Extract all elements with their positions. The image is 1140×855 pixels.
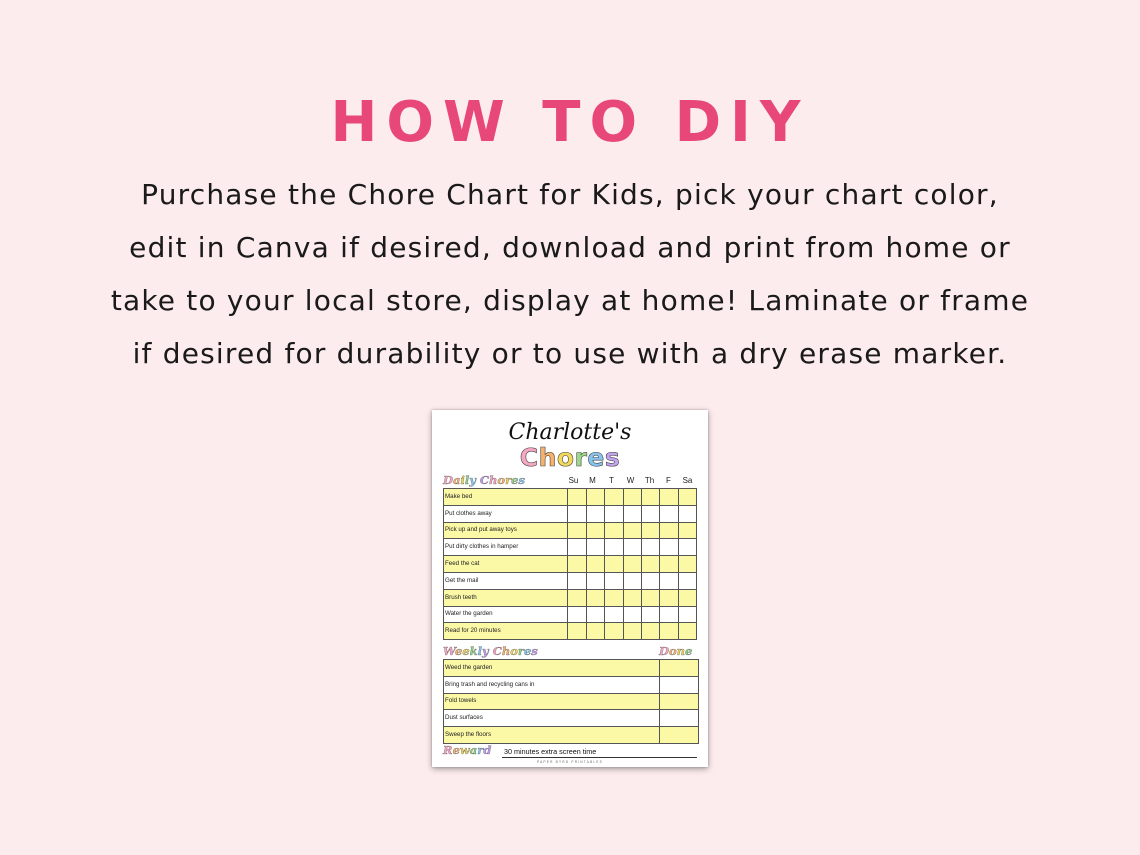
- weekly-chores-title: [443, 644, 538, 658]
- weekly-chore-row: [444, 660, 699, 677]
- reward-text: 30 minutes extra screen time: [504, 747, 597, 756]
- chore-chart-preview: [432, 410, 708, 767]
- title-letter: d: [483, 743, 492, 757]
- day-checkbox-cell: [623, 606, 641, 623]
- daily-chore-row: [444, 589, 697, 606]
- title-letter: e: [511, 473, 519, 487]
- title-letter: r: [574, 443, 588, 472]
- daily-chore-row: [444, 572, 697, 589]
- day-checkbox-cell: [641, 606, 659, 623]
- daily-chore-row: [444, 489, 697, 506]
- day-checkbox-cell: [605, 505, 623, 522]
- daily-chore-row: [444, 522, 697, 539]
- day-checkbox-cell: [678, 589, 696, 606]
- title-letter: r: [477, 743, 484, 757]
- day-checkbox-cell: [623, 589, 641, 606]
- day-checkbox-cell: [660, 589, 678, 606]
- title-letter: h: [538, 443, 557, 472]
- day-checkbox-cell: [586, 572, 604, 589]
- title-letter: D: [659, 644, 669, 658]
- daily-chore-row: [444, 606, 697, 623]
- day-checkbox-cell: [641, 623, 659, 640]
- day-checkbox-cell: [678, 623, 696, 640]
- day-checkbox-cell: [623, 572, 641, 589]
- daily-chores-title: [443, 473, 525, 487]
- done-column-title: [659, 644, 692, 658]
- title-letter: C: [492, 644, 502, 658]
- day-checkbox-cell: [568, 539, 586, 556]
- instructions-line: if desired for durability or to use with a dry erase marker.: [132, 337, 1008, 370]
- weekly-chores-table: [443, 659, 699, 744]
- title-letter: e: [452, 743, 460, 757]
- day-checkbox-cell: [586, 556, 604, 573]
- day-checkbox-cell: [605, 539, 623, 556]
- day-checkbox-cell: [660, 489, 678, 506]
- done-checkbox-cell: [660, 676, 699, 693]
- title-letter: a: [452, 473, 461, 487]
- weekly-chore-label: Dust surfaces: [444, 710, 660, 727]
- title-letter: e: [685, 644, 693, 658]
- daily-chore-row: [444, 623, 697, 640]
- title-letter: r: [517, 644, 524, 658]
- title-letter: n: [676, 644, 686, 658]
- day-checkbox-cell: [623, 505, 641, 522]
- day-checkbox-cell: [641, 522, 659, 539]
- weekly-chore-row: [444, 710, 699, 727]
- done-checkbox-cell: [660, 660, 699, 677]
- daily-chore-label: Brush teeth: [444, 589, 568, 606]
- weekly-chore-label: Sweep the floors: [444, 727, 660, 744]
- title-letter: e: [462, 644, 470, 658]
- day-checkbox-cell: [586, 522, 604, 539]
- day-checkbox-cell: [660, 505, 678, 522]
- day-checkbox-cell: [678, 556, 696, 573]
- day-checkbox-cell: [641, 505, 659, 522]
- day-header: T: [609, 476, 614, 485]
- title-letter: i: [460, 473, 465, 487]
- day-checkbox-cell: [568, 606, 586, 623]
- done-checkbox-cell: [660, 710, 699, 727]
- day-checkbox-cell: [660, 572, 678, 589]
- day-checkbox-cell: [660, 556, 678, 573]
- title-letter: r: [505, 473, 512, 487]
- day-checkbox-cell: [568, 589, 586, 606]
- day-checkbox-cell: [586, 606, 604, 623]
- day-header: F: [666, 476, 671, 485]
- daily-chore-label: Make bed: [444, 489, 568, 506]
- done-checkbox-cell: [660, 727, 699, 744]
- reward-underline: [502, 757, 697, 758]
- day-header: W: [626, 476, 635, 485]
- title-letter: w: [459, 743, 470, 757]
- title-letter: h: [501, 644, 511, 658]
- daily-chore-label: Put clothes away: [444, 505, 568, 522]
- day-checkbox-cell: [678, 572, 696, 589]
- day-checkbox-cell: [660, 522, 678, 539]
- title-letter: l: [477, 644, 482, 658]
- title-letter: e: [454, 644, 463, 658]
- day-checkbox-cell: [586, 505, 604, 522]
- daily-chore-row: [444, 505, 697, 522]
- day-checkbox-cell: [660, 539, 678, 556]
- weekly-chore-row: [444, 727, 699, 744]
- chart-child-name: Charlotte's: [508, 420, 632, 445]
- day-checkbox-cell: [605, 522, 623, 539]
- daily-chore-row: [444, 556, 697, 573]
- title-letter: W: [443, 644, 455, 658]
- day-checkbox-cell: [605, 589, 623, 606]
- reward-label: [443, 743, 491, 757]
- day-checkbox-cell: [623, 489, 641, 506]
- title-letter: o: [556, 443, 575, 472]
- title-letter: k: [469, 644, 478, 658]
- day-checkbox-cell: [641, 589, 659, 606]
- day-header: M: [589, 476, 596, 485]
- weekly-chore-label: Fold towels: [444, 693, 660, 710]
- day-checkbox-cell: [568, 489, 586, 506]
- day-checkbox-cell: [568, 522, 586, 539]
- day-checkbox-cell: [678, 522, 696, 539]
- instructions-line: Purchase the Chore Chart for Kids, pick your chart color,: [141, 178, 999, 211]
- day-checkbox-cell: [568, 623, 586, 640]
- instructions-paragraph: [60, 168, 1080, 380]
- title-letter: y: [469, 473, 476, 487]
- title-letter: s: [604, 443, 621, 472]
- day-header: Th: [644, 476, 655, 485]
- instructions-line: edit in Canva if desired, download and print from home or: [129, 231, 1011, 264]
- weekly-chore-label: Weed the garden: [444, 660, 660, 677]
- day-checkbox-cell: [586, 589, 604, 606]
- day-checkbox-cell: [641, 572, 659, 589]
- daily-chore-label: Feed the cat: [444, 556, 568, 573]
- day-checkbox-cell: [605, 623, 623, 640]
- instructions-line: take to your local store, display at home! Laminate or frame: [110, 284, 1030, 317]
- title-letter: C: [479, 473, 490, 487]
- done-checkbox-cell: [660, 693, 699, 710]
- title-letter: e: [523, 644, 532, 658]
- day-checkbox-cell: [641, 556, 659, 573]
- title-letter: o: [497, 473, 506, 487]
- daily-chore-label: Water the garden: [444, 606, 568, 623]
- title-letter: l: [464, 473, 470, 487]
- day-checkbox-cell: [660, 606, 678, 623]
- day-checkbox-cell: [586, 489, 604, 506]
- day-checkbox-cell: [660, 623, 678, 640]
- day-checkbox-cell: [678, 489, 696, 506]
- day-checkbox-cell: [568, 556, 586, 573]
- weekly-chore-row: [444, 693, 699, 710]
- title-letter: o: [668, 644, 677, 658]
- daily-chore-row: [444, 539, 697, 556]
- day-checkbox-cell: [678, 539, 696, 556]
- title-letter: y: [481, 644, 489, 658]
- chart-title-word: [432, 445, 708, 471]
- day-checkbox-cell: [678, 606, 696, 623]
- title-letter: R: [443, 743, 453, 757]
- day-checkbox-cell: [568, 572, 586, 589]
- day-checkbox-cell: [586, 623, 604, 640]
- day-checkbox-cell: [623, 522, 641, 539]
- day-checkbox-cell: [678, 505, 696, 522]
- title-letter: C: [519, 443, 539, 472]
- day-header: Su: [568, 476, 579, 485]
- day-checkbox-cell: [623, 556, 641, 573]
- day-checkbox-cell: [605, 489, 623, 506]
- daily-chores-table: [443, 488, 697, 640]
- day-header: Sa: [682, 476, 693, 485]
- title-letter: s: [518, 473, 525, 487]
- title-letter: D: [443, 473, 453, 487]
- day-checkbox-cell: [641, 539, 659, 556]
- daily-chore-label: Read for 20 minutes: [444, 623, 568, 640]
- page-heading: HOW TO DIY: [330, 90, 810, 155]
- day-headers: [564, 475, 697, 487]
- title-letter: s: [531, 644, 538, 658]
- daily-chore-label: Get the mail: [444, 572, 568, 589]
- weekly-chore-row: [444, 676, 699, 693]
- daily-chore-label: Pick up and put away toys: [444, 522, 568, 539]
- title-letter: h: [489, 473, 498, 487]
- day-checkbox-cell: [605, 572, 623, 589]
- weekly-chore-label: Bring trash and recycling cans in: [444, 676, 660, 693]
- title-letter: a: [469, 743, 478, 757]
- day-checkbox-cell: [568, 505, 586, 522]
- daily-chore-label: Put dirty clothes in hamper: [444, 539, 568, 556]
- title-letter: e: [587, 443, 605, 472]
- day-checkbox-cell: [623, 623, 641, 640]
- title-letter: o: [510, 644, 518, 658]
- brand-mark: PAPER BYRD PRINTABLES: [537, 760, 603, 764]
- day-checkbox-cell: [605, 556, 623, 573]
- day-checkbox-cell: [623, 539, 641, 556]
- day-checkbox-cell: [586, 539, 604, 556]
- day-checkbox-cell: [605, 606, 623, 623]
- day-checkbox-cell: [641, 489, 659, 506]
